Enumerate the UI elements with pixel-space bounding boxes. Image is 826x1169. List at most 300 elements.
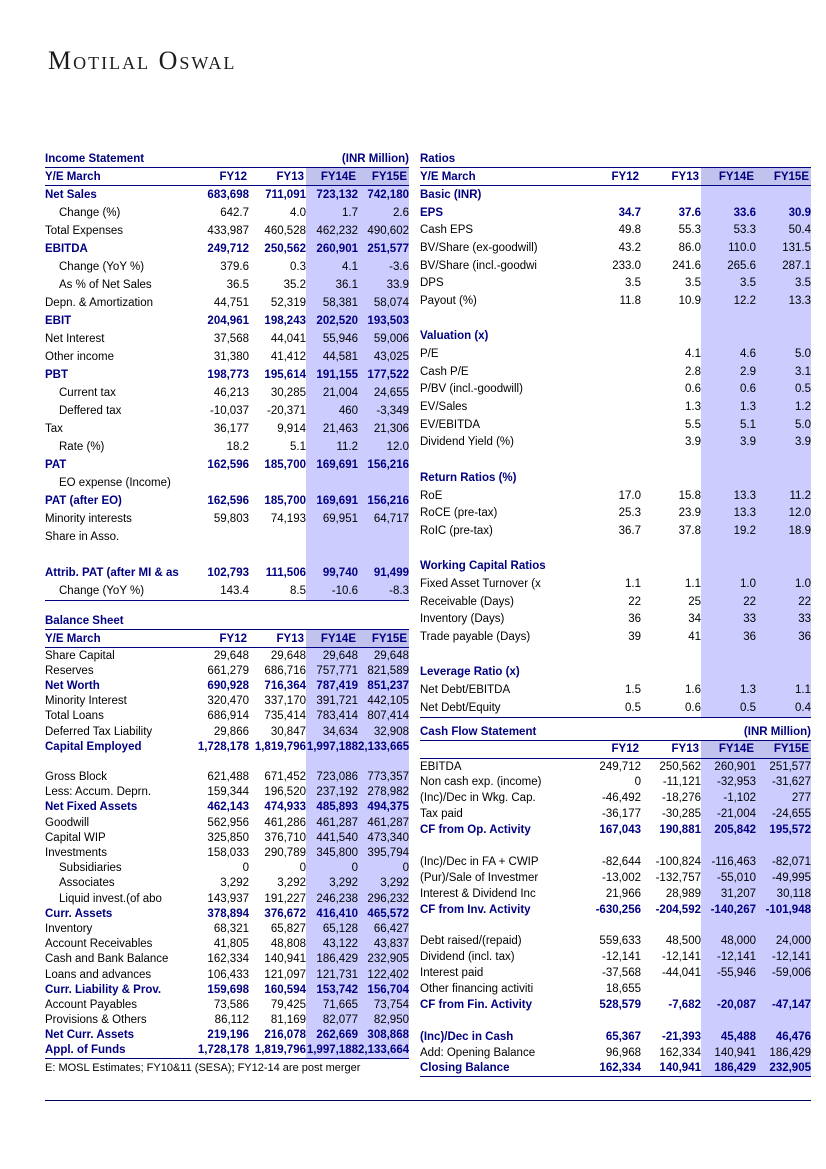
cell-value: -31,627: [756, 775, 811, 791]
row-label: Total Loans: [45, 710, 104, 723]
row-label: Liquid invest.(of abo: [59, 892, 162, 905]
table-row: [45, 648, 409, 664]
row-label: [420, 1013, 575, 1029]
cell-value: 12.0: [756, 504, 811, 522]
row-label: Basic (INR): [420, 188, 482, 201]
balance-sheet-header: [45, 612, 409, 630]
cell-value: [306, 754, 358, 769]
cell-value: -1,102: [701, 790, 756, 806]
table-row: [420, 1013, 811, 1029]
cell-value: 1.1: [685, 577, 701, 590]
row-label: Total Expenses: [45, 225, 123, 237]
row-label: Net Debt/Equity: [420, 701, 501, 714]
cell-value: 1.3: [685, 401, 701, 414]
table-row: [420, 540, 811, 558]
row-label: Debt raised/(repaid): [420, 935, 522, 948]
cell-value: 169,691: [306, 492, 358, 510]
cell-value: 1.6: [685, 684, 701, 697]
row-label: (Inc)/Dec in Cash: [420, 1030, 514, 1043]
income-statement-section: [45, 150, 409, 601]
table-row: [420, 758, 811, 774]
cell-value: -101,948: [756, 902, 811, 918]
row-label: Gross Block: [45, 771, 107, 784]
table-row: [45, 770, 409, 785]
cell-value: [192, 754, 249, 769]
cell-value: [192, 528, 249, 546]
cell-value: 219,196: [207, 1029, 249, 1042]
table-row: [420, 575, 811, 593]
cell-value: [701, 664, 756, 682]
cell-value: 5.1: [290, 441, 306, 453]
cell-value: 723,086: [306, 770, 358, 785]
cell-value: 461,287: [358, 815, 409, 830]
cell-value: 13.3: [701, 504, 756, 522]
cell-value: [575, 540, 641, 558]
row-label: [420, 838, 575, 854]
cell-value: [701, 328, 756, 346]
table-row: [45, 384, 409, 402]
cell-value: 5.0: [756, 416, 811, 434]
row-label: Net Fixed Assets: [45, 801, 138, 814]
cell-value: 59,006: [358, 330, 409, 348]
cell-value: [575, 557, 641, 575]
cell-value: 562,956: [207, 816, 249, 829]
column-header-row: [45, 630, 409, 648]
cell-value: 143,937: [207, 892, 249, 905]
cell-value: 24,000: [756, 933, 811, 949]
cell-value: [756, 838, 811, 854]
table-row: [420, 838, 811, 854]
table-row: [45, 528, 409, 546]
cell-value: 21,306: [358, 420, 409, 438]
cell-value: 661,279: [207, 664, 249, 677]
row-label: Share in Asso.: [45, 531, 120, 543]
cell-value: 11.2: [306, 438, 358, 456]
ratios-table: [420, 168, 811, 718]
financial-table: [420, 168, 811, 718]
cell-value: 69,951: [306, 510, 358, 528]
cell-value: -36,177: [601, 808, 641, 821]
table-row: [420, 775, 811, 791]
table-row: [420, 328, 811, 346]
cell-value: 35.2: [283, 279, 306, 291]
cell-value: 59,803: [213, 513, 249, 525]
cell-value: 55,946: [306, 330, 358, 348]
row-label: Cash EPS: [420, 224, 474, 237]
cell-value: 3.9: [685, 436, 701, 449]
cell-value: 29,648: [358, 648, 409, 664]
cell-value: 79,425: [270, 998, 306, 1011]
cell-value: 162,596: [207, 495, 249, 507]
table-row: [45, 366, 409, 384]
cell-value: 22: [628, 595, 641, 608]
cell-value: [575, 1013, 641, 1029]
table-row: [45, 709, 409, 724]
cell-value: 308,868: [358, 1028, 409, 1043]
row-label: Account Receivables: [45, 938, 153, 951]
cell-value: 2,133,664: [358, 1043, 409, 1059]
row-label: Fixed Asset Turnover (x: [420, 577, 541, 590]
column-header: FY14E: [306, 630, 358, 648]
table-row: [420, 886, 811, 902]
column-header: FY13: [249, 630, 306, 648]
cell-value: 559,633: [599, 935, 641, 948]
table-row: [420, 664, 811, 682]
row-label: Interest & Dividend Inc: [420, 887, 536, 900]
cell-value: 3.5: [685, 277, 701, 290]
cell-value: [575, 434, 641, 452]
estimates-footnote: E: MOSL Estimates; FY10&11 (SESA); FY12-14 are post merger: [45, 1062, 361, 1075]
cell-value: 5.5: [685, 418, 701, 431]
cell-value: [756, 328, 811, 346]
cell-value: [641, 328, 701, 346]
row-label: Add: Opening Balance: [420, 1046, 536, 1059]
cell-value: 44,751: [213, 297, 249, 309]
cell-value: 287.1: [756, 257, 811, 275]
cell-value: 671,452: [264, 771, 306, 784]
table-row: [420, 981, 811, 997]
row-label: Capital WIP: [45, 831, 106, 844]
cell-value: -82,644: [601, 855, 641, 868]
cell-value: 22: [756, 593, 811, 611]
row-label: Goodwill: [45, 816, 90, 829]
cell-value: 0.5: [625, 701, 641, 714]
cell-value: [756, 981, 811, 997]
cell-value: 711,091: [265, 189, 306, 201]
cell-value: [641, 451, 701, 469]
cell-value: 65,128: [306, 921, 358, 936]
column-header: FY12: [575, 741, 641, 759]
cell-value: 12.2: [701, 292, 756, 310]
cell-value: 265.6: [701, 257, 756, 275]
cell-value: 2.8: [685, 365, 701, 378]
cell-value: [701, 918, 756, 934]
cell-value: -55,010: [701, 870, 756, 886]
row-label: Other income: [45, 351, 115, 363]
table-row: [45, 967, 409, 982]
cell-value: 24,655: [358, 384, 409, 402]
cell-value: 131.5: [756, 239, 811, 257]
cell-value: 262,669: [306, 1028, 358, 1043]
cell-value: 5.0: [756, 345, 811, 363]
cell-value: 1.3: [701, 398, 756, 416]
row-label: Reserves: [45, 664, 94, 677]
cell-value: 821,589: [358, 663, 409, 678]
column-header-row: [420, 741, 811, 759]
cell-value: -3.6: [358, 258, 409, 276]
cell-value: 140,941: [701, 1045, 756, 1061]
table-row: [45, 546, 409, 564]
cell-value: 30,847: [270, 725, 306, 738]
cash-flow-table: [420, 741, 811, 1078]
table-row: [420, 681, 811, 699]
cell-value: [358, 528, 409, 546]
cell-value: 462,232: [306, 222, 358, 240]
table-row: [45, 724, 409, 739]
row-label: Inventory (Days): [420, 613, 505, 626]
cell-value: 345,800: [306, 845, 358, 860]
table-row: [420, 186, 811, 204]
cell-value: 11.2: [756, 487, 811, 505]
cell-value: [575, 310, 641, 328]
cell-value: 337,170: [264, 695, 306, 708]
cell-value: 159,344: [207, 786, 249, 799]
cell-value: [192, 474, 249, 492]
financial-table: [45, 168, 409, 601]
cell-value: 143.4: [220, 585, 249, 597]
table-row: [420, 434, 811, 452]
table-row: [45, 276, 409, 294]
cell-value: [575, 186, 641, 204]
cell-value: 1.5: [625, 684, 641, 697]
cell-value: 33.6: [701, 204, 756, 222]
cell-value: [756, 186, 811, 204]
cell-value: 18,655: [605, 983, 641, 996]
cell-value: 29,648: [306, 648, 358, 664]
cell-value: 91,499: [358, 564, 409, 582]
table-row: [45, 1028, 409, 1043]
cell-value: 0.5: [756, 381, 811, 399]
cell-value: -3,349: [358, 402, 409, 420]
table-row: [45, 678, 409, 693]
cell-value: 30,118: [756, 886, 811, 902]
cell-value: 191,155: [306, 366, 358, 384]
row-label: Net Sales: [45, 189, 97, 201]
cell-value: 621,488: [207, 771, 249, 784]
row-label: Rate (%): [59, 441, 105, 453]
cell-value: 4.1: [306, 258, 358, 276]
cell-value: 716,364: [264, 679, 306, 692]
balance-sheet-section: [45, 612, 409, 1059]
cell-value: 156,704: [358, 982, 409, 997]
ratios-section: [420, 150, 811, 718]
cell-value: [701, 186, 756, 204]
row-label: EBITDA: [420, 760, 462, 773]
cell-value: 460,528: [264, 225, 306, 237]
row-label: Payout (%): [420, 294, 477, 307]
row-label: Associates: [59, 877, 115, 890]
table-row: [420, 274, 811, 292]
cell-value: 41: [688, 631, 701, 644]
cell-value: 3.5: [701, 274, 756, 292]
column-header: FY15E: [756, 741, 811, 759]
cell-value: [575, 918, 641, 934]
cash-flow-header: [420, 723, 811, 741]
cell-value: 1,997,188: [306, 740, 358, 753]
cell-value: 33: [701, 611, 756, 629]
cell-value: -32,953: [701, 775, 756, 791]
table-row: [420, 522, 811, 540]
row-label: Share Capital: [45, 649, 115, 662]
column-header: FY15E: [756, 168, 811, 186]
cell-value: 162,334: [659, 1046, 701, 1059]
cell-value: 690,928: [207, 679, 249, 692]
cell-value: 773,357: [358, 770, 409, 785]
cell-value: 0.6: [685, 383, 701, 396]
cell-value: 249,712: [599, 760, 641, 773]
cell-value: 33.9: [358, 276, 409, 294]
cell-value: 325,850: [207, 831, 249, 844]
table-row: [420, 1045, 811, 1061]
cell-value: 41,412: [270, 351, 306, 363]
table-row: [420, 949, 811, 965]
cell-value: [701, 451, 756, 469]
cell-value: 2.9: [701, 363, 756, 381]
cell-value: [641, 918, 701, 934]
cell-value: 461,286: [264, 816, 306, 829]
cell-value: 260,901: [701, 758, 756, 774]
cell-value: 3,292: [277, 877, 306, 890]
row-label: Tax: [45, 423, 63, 435]
row-label: [420, 451, 575, 469]
row-label: Dividend Yield (%): [420, 436, 514, 449]
cell-value: 376,672: [264, 907, 306, 920]
cell-value: [756, 469, 811, 487]
cell-value: 237,192: [306, 785, 358, 800]
left-column: [45, 150, 409, 1077]
cell-value: 36: [701, 628, 756, 646]
cell-value: 0.4: [756, 699, 811, 717]
table-row: [45, 785, 409, 800]
cell-value: 156,216: [358, 456, 409, 474]
table-row: [45, 830, 409, 845]
cell-value: 391,721: [306, 694, 358, 709]
row-label: P/BV (incl.-goodwill): [420, 383, 523, 396]
cell-value: 1.3: [701, 681, 756, 699]
row-label: [45, 546, 192, 564]
cell-value: 25.3: [618, 507, 641, 520]
income-statement-header: [45, 150, 409, 168]
table-row: [420, 699, 811, 717]
cell-value: 4.1: [685, 348, 701, 361]
cell-value: 473,340: [358, 830, 409, 845]
cell-value: 233.0: [612, 259, 641, 272]
balance-sheet-table: [45, 630, 409, 1059]
cell-value: 46,476: [756, 1029, 811, 1045]
cell-value: 249,712: [207, 243, 249, 255]
row-label: Net Interest: [45, 333, 105, 345]
cell-value: 185,700: [264, 495, 306, 507]
cell-value: 851,237: [358, 678, 409, 693]
cell-value: 494,375: [358, 800, 409, 815]
cell-value: 39: [628, 631, 641, 644]
cell-value: 3,292: [306, 876, 358, 891]
cell-value: 1.2: [756, 398, 811, 416]
cell-value: 196,520: [264, 786, 306, 799]
cell-value: 162,334: [599, 1062, 641, 1075]
cell-value: -630,256: [595, 903, 641, 916]
cell-value: 757,771: [306, 663, 358, 678]
cell-value: 9,914: [277, 423, 306, 435]
cell-value: [641, 540, 701, 558]
cell-value: -132,757: [655, 871, 701, 884]
cell-value: 193,503: [358, 312, 409, 330]
cell-value: 0: [634, 776, 641, 789]
cell-value: [641, 838, 701, 854]
row-label: PAT (after EO): [45, 495, 122, 507]
cell-value: [701, 838, 756, 854]
table-row: [420, 292, 811, 310]
cell-value: [701, 646, 756, 664]
cell-value: 232,905: [756, 1061, 811, 1077]
table-row: [45, 1043, 409, 1059]
cell-value: 17.0: [618, 489, 641, 502]
financial-table: [420, 741, 811, 1078]
cell-value: 683,698: [207, 189, 249, 201]
cell-value: 45,488: [701, 1029, 756, 1045]
row-label: CF from Op. Activity: [420, 824, 531, 837]
table-row: [420, 870, 811, 886]
cell-value: 58,381: [306, 294, 358, 312]
cell-value: 460: [306, 402, 358, 420]
row-label: Net Worth: [45, 679, 100, 692]
cell-value: 21,004: [306, 384, 358, 402]
cell-value: [641, 646, 701, 664]
table-row: [420, 221, 811, 239]
table-row: [45, 510, 409, 528]
row-label: Change (YoY %): [59, 585, 145, 597]
cell-value: 205,842: [701, 822, 756, 838]
cell-value: 50.4: [756, 221, 811, 239]
cell-value: 53.3: [701, 221, 756, 239]
cell-value: 48,808: [270, 938, 306, 951]
cell-value: 36.1: [306, 276, 358, 294]
ratios-title: Ratios: [420, 153, 456, 165]
cell-value: [756, 918, 811, 934]
row-label: Dividend (incl. tax): [420, 951, 515, 964]
cell-value: 73,754: [358, 997, 409, 1012]
cell-value: [358, 754, 409, 769]
table-row: [45, 891, 409, 906]
cell-value: -8.3: [358, 582, 409, 601]
cell-value: 19.2: [701, 522, 756, 540]
cell-value: 13.3: [701, 487, 756, 505]
cell-value: [575, 328, 641, 346]
cell-value: 44,581: [306, 348, 358, 366]
cell-value: 0.6: [701, 381, 756, 399]
cell-value: 122,402: [358, 967, 409, 982]
cell-value: 462,143: [207, 801, 249, 814]
row-label: Inventory: [45, 922, 93, 935]
cell-value: [306, 528, 358, 546]
cell-value: 31,207: [701, 886, 756, 902]
cell-value: 2,133,665: [358, 740, 409, 753]
row-label: [420, 540, 575, 558]
cell-value: 110.0: [701, 239, 756, 257]
cell-value: 96,968: [605, 1046, 641, 1059]
cell-value: 783,414: [306, 709, 358, 724]
cell-value: 86,112: [214, 1014, 249, 1027]
cell-value: 723,132: [306, 186, 358, 205]
cell-value: -24,655: [756, 806, 811, 822]
table-row: [420, 1061, 811, 1077]
cell-value: 49.8: [618, 224, 641, 237]
row-label: Interest paid: [420, 967, 484, 980]
cell-value: 807,414: [358, 709, 409, 724]
cell-value: 191,227: [264, 892, 306, 905]
table-row: [420, 611, 811, 629]
row-label: EPS: [420, 206, 444, 219]
cell-value: -55,946: [701, 965, 756, 981]
financial-table: [45, 630, 409, 1059]
cell-value: 0.5: [701, 699, 756, 717]
cell-value: -10,037: [209, 405, 249, 417]
cell-value: 1.7: [306, 204, 358, 222]
cell-value: 140,941: [659, 1062, 701, 1075]
cell-value: 32,908: [358, 724, 409, 739]
row-label: Other financing activiti: [420, 983, 534, 996]
table-row: [45, 438, 409, 456]
